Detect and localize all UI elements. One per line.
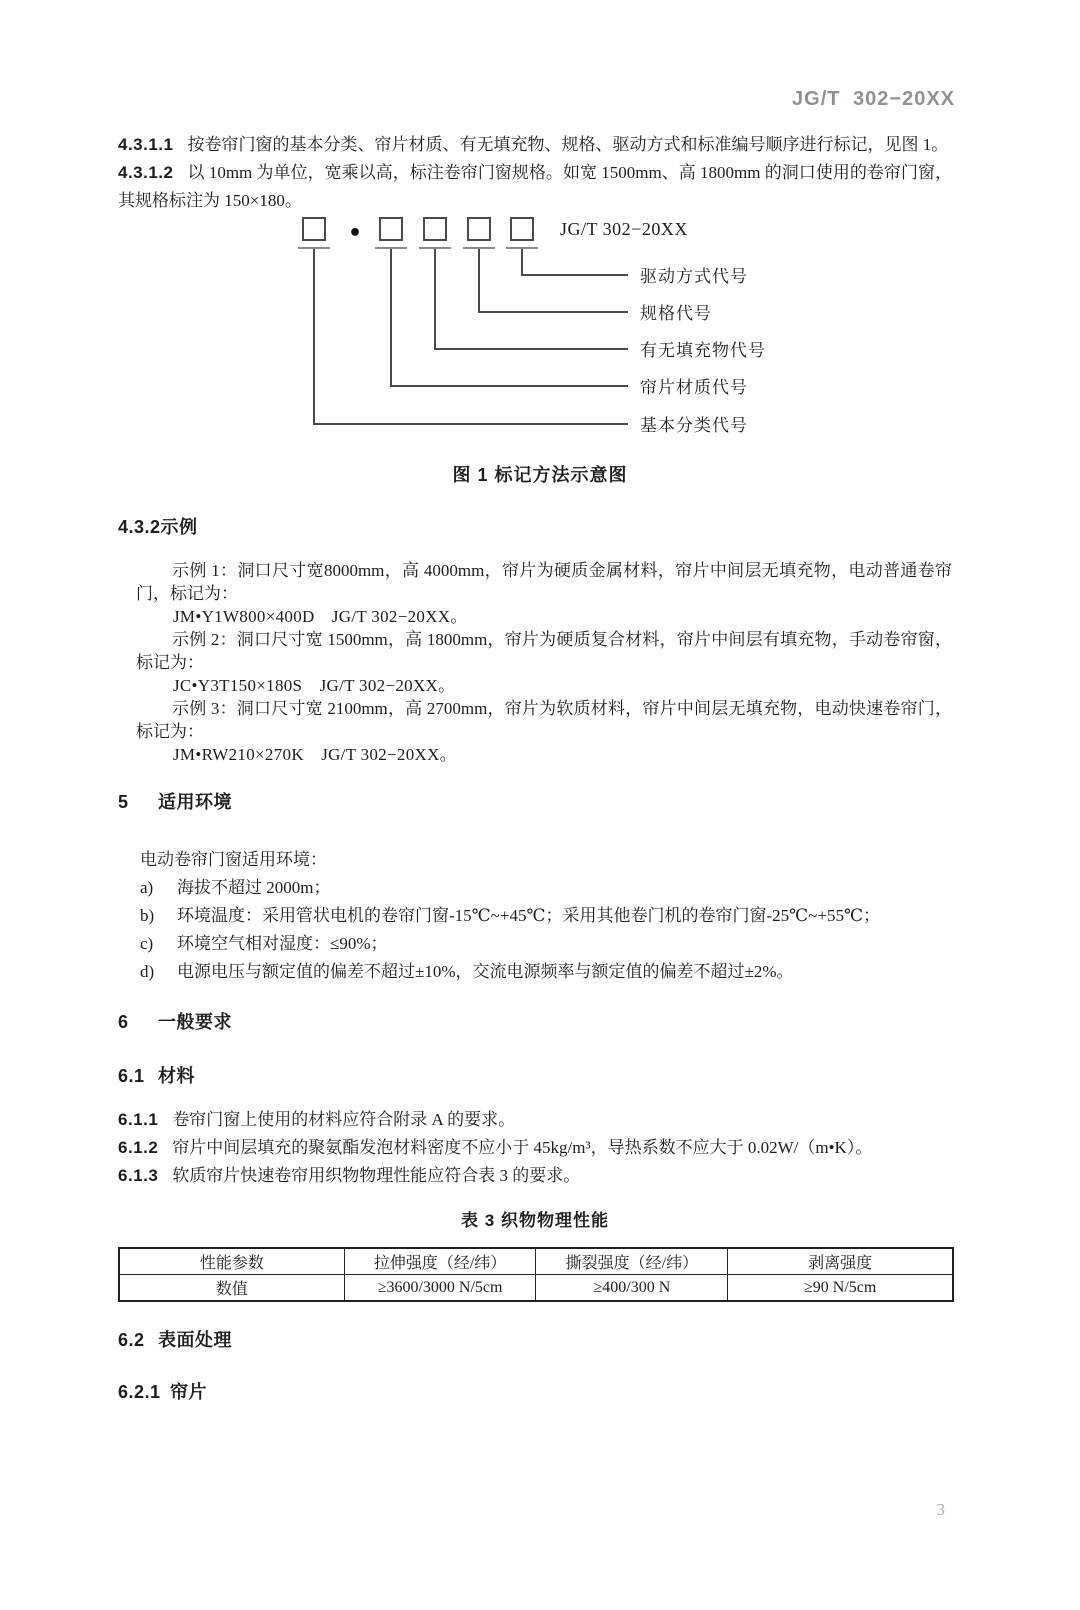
clause-4312 xyxy=(118,159,952,215)
heading-5-number: 5 xyxy=(118,792,129,812)
list-item-c xyxy=(140,930,952,958)
clause-4311-text: 按卷帘门窗的基本分类、帘片材质、有无填充物、规格、驱动方式和标准编号顺序进行标记，见图 1。 xyxy=(187,135,949,154)
connector-line xyxy=(434,348,628,350)
clause-613-number: 6.1.3 xyxy=(118,1166,159,1185)
heading-section-5 xyxy=(118,788,952,814)
table-header-cell: 撕裂强度（经/纬） xyxy=(536,1248,728,1275)
clause-613 xyxy=(118,1162,952,1190)
clause-611-number: 6.1.1 xyxy=(118,1110,159,1129)
clause-612-number: 6.1.2 xyxy=(118,1138,159,1157)
table-cell: 数值 xyxy=(119,1275,344,1302)
list-item-c-label: c) xyxy=(140,934,154,953)
example-3-text: 示例 3：洞口尺寸宽 2100mm，高 2700mm，帘片为软质材料，帘片中间层无填充物，电动快速卷帘门，标记为： xyxy=(136,699,952,741)
table-cell: ≥90 N/5cm xyxy=(728,1275,953,1302)
example-2-code: JC•Y3T150×180S JG/T 302−20XX。 xyxy=(173,676,456,695)
clause-4312-number: 4.3.1.2 xyxy=(118,163,174,182)
table-header-row xyxy=(119,1248,953,1275)
clause-612 xyxy=(118,1134,952,1162)
heading-621-title: 帘片 xyxy=(170,1382,207,1402)
connector-line xyxy=(521,249,523,274)
clause-4311 xyxy=(118,131,952,159)
connector-line xyxy=(478,311,628,313)
connector-line xyxy=(434,249,436,348)
heading-432-title: 示例 xyxy=(160,517,198,537)
heading-6-number: 6 xyxy=(118,1012,129,1032)
figure-box-curtain-material xyxy=(379,217,403,241)
heading-section-621 xyxy=(118,1378,952,1404)
figure-box-drive-mode xyxy=(510,217,534,241)
running-header-standard-code: JG/T 302−20XX xyxy=(792,88,955,110)
list-item-d-label: d) xyxy=(140,962,155,981)
heading-5-title: 适用环境 xyxy=(158,792,232,812)
connector-line xyxy=(478,249,480,311)
clause-4312-text: 以 10mm 为单位，宽乘以高，标注卷帘门窗规格。如宽 1500mm、高 1800mm 的洞口使用的卷帘门窗，其规格标注为 150×180。 xyxy=(118,163,952,210)
figure-label-drive-mode: 驱动方式代号 xyxy=(640,267,748,286)
heading-621-number: 6.2.1 xyxy=(118,1382,161,1402)
table-3-caption: 表 3 织物物理性能 xyxy=(461,1211,609,1230)
figure-label-basic-class: 基本分类代号 xyxy=(640,416,748,435)
example-2-text: 示例 2：洞口尺寸宽 1500mm，高 1800mm，帘片为硬质复合材料，帘片中间层有填充物，手动卷帘窗，标记为： xyxy=(136,630,952,672)
figure-label-curtain-material: 帘片材质代号 xyxy=(640,378,748,397)
table-3-fabric-properties xyxy=(118,1247,954,1302)
separator-dot: • xyxy=(348,221,363,246)
clause-611 xyxy=(118,1106,952,1134)
heading-62-number: 6.2 xyxy=(118,1330,145,1350)
list-item-b-label: b) xyxy=(140,906,155,925)
list-item-a xyxy=(140,874,952,902)
table-header-cell: 拉伸强度（经/纬） xyxy=(344,1248,536,1275)
example-1-code: JM•Y1W800×400D JG/T 302−20XX。 xyxy=(173,607,468,626)
heading-section-62 xyxy=(118,1326,952,1352)
figure-label-filling: 有无填充物代号 xyxy=(640,341,766,360)
connector-line xyxy=(390,385,628,387)
heading-61-title: 材料 xyxy=(158,1066,195,1086)
list-item-b xyxy=(140,902,952,930)
heading-61-number: 6.1 xyxy=(118,1066,145,1086)
list-item-b-text: 环境温度：采用管状电机的卷帘门窗-15℃~+45℃；采用其他卷门机的卷帘门窗-25℃~+55℃； xyxy=(177,906,880,925)
table-row xyxy=(119,1275,953,1302)
figure-standard-code: JG/T 302−20XX xyxy=(560,219,688,239)
table-header-cell: 性能参数 xyxy=(119,1248,344,1275)
list-item-c-text: 环境空气相对湿度：≤90%； xyxy=(177,934,388,953)
figure-box-specification xyxy=(467,217,491,241)
list-item-a-text: 海拔不超过 2000m； xyxy=(177,878,331,897)
table-cell: ≥400/300 N xyxy=(536,1275,728,1302)
example-1-text: 示例 1：洞口尺寸宽8000mm，高 4000mm，帘片为硬质金属材料，帘片中间层无填充物，电动普通卷帘门，标记为： xyxy=(136,561,952,603)
heading-62-title: 表面处理 xyxy=(158,1330,232,1350)
heading-section-61 xyxy=(118,1062,952,1088)
page-number: 3 xyxy=(936,1500,945,1519)
section-5-intro: 电动卷帘门窗适用环境： xyxy=(140,850,327,869)
table-cell: ≥3600/3000 N/5cm xyxy=(344,1275,536,1302)
connector-line xyxy=(313,249,315,423)
heading-section-6 xyxy=(118,1008,952,1034)
figure-1-marking-diagram xyxy=(0,215,1080,447)
connector-line xyxy=(521,274,628,276)
figure-label-specification: 规格代号 xyxy=(640,304,712,323)
figure-1-caption: 图 1 标记方法示意图 xyxy=(452,465,628,485)
connector-line xyxy=(313,423,628,425)
list-item-d xyxy=(140,958,952,986)
example-3-code: JM•RW210×270K JG/T 302−20XX。 xyxy=(173,745,457,764)
figure-box-filling xyxy=(423,217,447,241)
examples-block xyxy=(136,559,952,766)
clause-4311-number: 4.3.1.1 xyxy=(118,135,174,154)
heading-6-title: 一般要求 xyxy=(158,1012,232,1032)
clause-611-text: 卷帘门窗上使用的材料应符合附录 A 的要求。 xyxy=(172,1110,516,1129)
section-5-list xyxy=(140,874,952,986)
figure-box-basic-class xyxy=(302,217,326,241)
connector-line xyxy=(390,249,392,385)
table-header-cell: 剥离强度 xyxy=(728,1248,953,1275)
list-item-d-text: 电源电压与额定值的偏差不超过±10%，交流电源频率与额定值的偏差不超过±2%。 xyxy=(177,962,794,981)
list-item-a-label: a) xyxy=(140,878,154,897)
document-page xyxy=(0,88,1080,1610)
heading-432 xyxy=(118,513,952,539)
clauses-61-block xyxy=(118,1106,952,1190)
clause-613-text: 软质帘片快速卷帘用织物物理性能应符合表 3 的要求。 xyxy=(172,1166,581,1185)
clause-612-text: 帘片中间层填充的聚氨酯发泡材料密度不应小于 45kg/m³，导热系数不应大于 0.02W/（m•K）。 xyxy=(172,1138,873,1157)
heading-432-number: 4.3.2 xyxy=(118,517,161,537)
